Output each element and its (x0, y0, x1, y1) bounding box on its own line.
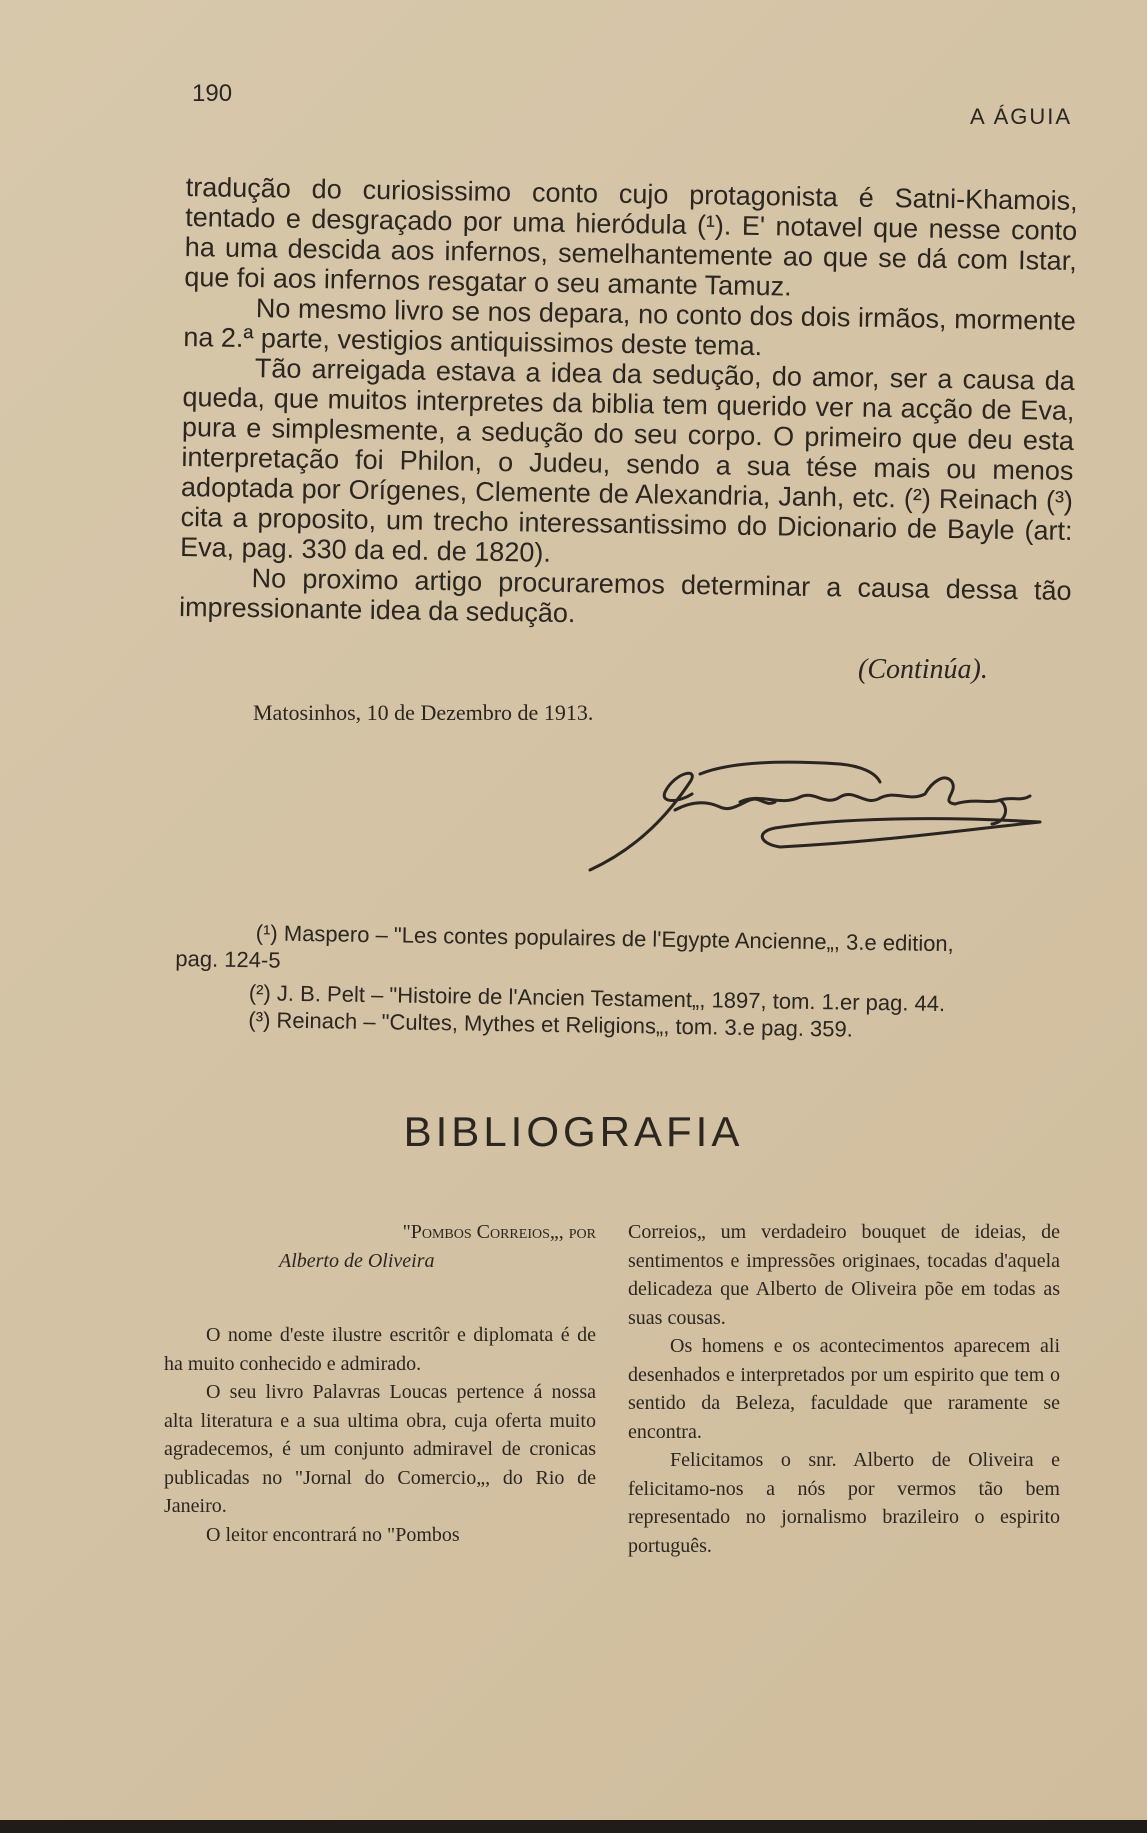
footnotes (174, 918, 1076, 1046)
footnote: (¹) Maspero – "Les contes populaires de l'Egypte Ancienne„, 3.e edition, (255, 920, 954, 957)
bibliography-left-column (164, 1218, 596, 1549)
handwritten-signature (580, 752, 1060, 882)
footnote: (³) Reinach – "Cultes, Mythes et Religions„, tom. 3.e pag. 359. (248, 1007, 854, 1042)
review-paragraph: Felicitamos o snr. Alberto de Oliveira e felicitamo-nos a nós por vermos tão bem representado no jornalismo brazileiro o espirito português. (628, 1449, 1060, 1557)
review-title: "Pombos Correios„, por (402, 1221, 596, 1243)
section-heading: BIBLIOGRAFIA (403, 1108, 744, 1155)
review-paragraph: O seu livro Palavras Loucas pertence á nossa alta literatura e a sua ultima obra, cuja oferta muito agradecemos, é um conjunto admiravel de cronicas publicadas no "Jornal do Comercio„, do Rio de Janeiro. (164, 1381, 596, 1517)
article-paragraph: No mesmo livro se nos depara, no conto dos dois irmãos, mormente na 2.ª parte, vestigios antiquissimos deste tema. (183, 293, 1077, 362)
article-paragraph: Tão arreigada estava a idea da sedução, do amor, ser a causa da queda, que muitos interpretes da biblia tem querido ver na acção de Eva, pura e simplesmente, a sedução do seu corpo. O primeiro que deu esta interpretação foi Philon, o Judeu, sendo a sua tése mais ou menos adoptada por Orígenes, Clemente de Alexandria, Janh, etc. (²) Reinach (³) cita a proposito, um trecho interessantissimo do Dicionario de Bayle (art: Eva, pag. 330 da ed. de 1820). (179, 353, 1076, 568)
scan-edge (0, 1820, 1147, 1833)
continua-note: (Continúa). (858, 654, 988, 685)
review-paragraph: O nome d'este ilustre escritôr e diplomata é de ha muito conhecido e admirado. (164, 1324, 596, 1375)
footnote-continuation: pag. 124-5 (175, 945, 281, 973)
place-date: Matosinhos, 10 de Dezembro de 1913. (253, 700, 594, 725)
article-body (179, 172, 1078, 636)
footnote: (²) J. B. Pelt – "Histoire de l'Ancien Testament„, 1897, tom. 1.er pag. 44. (248, 980, 946, 1017)
review-paragraph: Os homens e os acontecimentos aparecem ali desenhados e interpretados por um espirito que tem o sentido da Beleza, faculdade que raramente se encontra. (628, 1335, 1060, 1443)
page-number: 190 (192, 80, 233, 107)
bibliography-right-column (628, 1218, 1060, 1560)
article-paragraph: No proximo artigo procuraremos determinar a causa dessa tão impressionante idea da sedução. (178, 563, 1072, 629)
journal-title: A ÁGUIA (970, 104, 1073, 129)
review-author: Alberto de Oliveira (279, 1249, 435, 1272)
review-paragraph: Correios„ um verdadeiro bouquet de ideias, de sentimentos e impressões originaes, tocadas d'aquela delicadeza que Alberto de Oliveira põe em todas as suas cousas. (628, 1221, 1060, 1329)
article-paragraph: tradução do curiosissimo conto cujo protagonista é Satni-Khamois, tentado e desgraçado por uma hieródula (¹). E' notavel que nesse conto ha uma descida aos infernos, semelhantemente ao que se dá com Istar, que foi aos infernos resgatar o seu amante Tamuz. (184, 172, 1078, 302)
review-paragraph: O leitor encontrará no "Pombos (206, 1523, 460, 1546)
